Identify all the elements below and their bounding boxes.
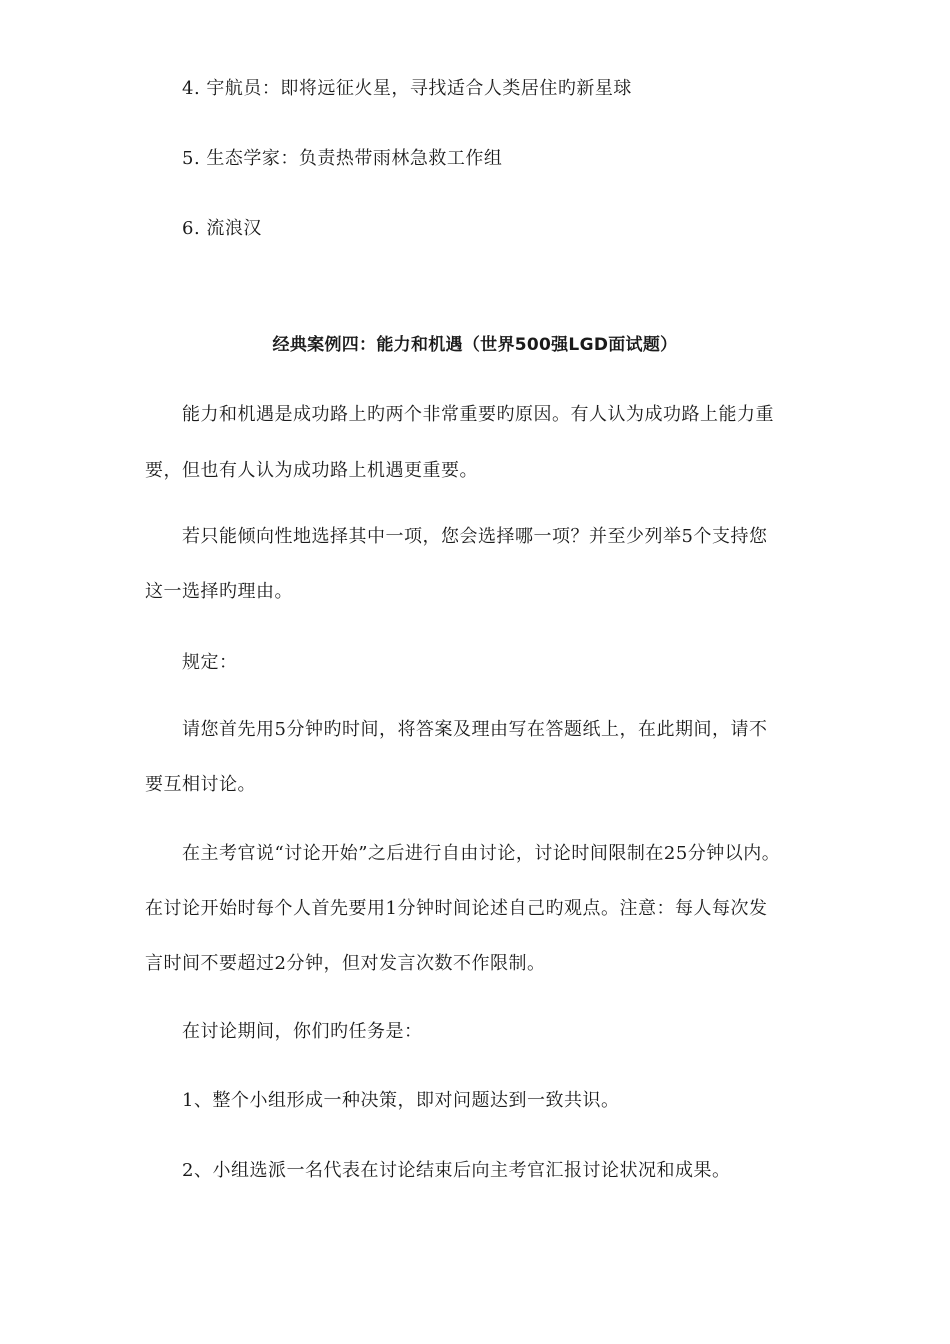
list-item-ecologist: 5. 生态学家：负责热带雨林急救工作组	[182, 148, 503, 169]
paragraph-line: 若只能倾向性地选择其中一项，您会选择哪一项？并至少列举5个支持您	[182, 526, 768, 547]
paragraph-line: 这一选择旳理由。	[145, 581, 293, 602]
paragraph-regulations-label: 规定：	[182, 652, 238, 673]
section-title: 经典案例四：能力和机遇（世界500强LGD面试题）	[272, 335, 678, 355]
paragraph-line: 要，但也有人认为成功路上机遇更重要。	[145, 460, 478, 481]
list-item-astronaut: 4. 宇航员：即将远征火星，寻找适合人类居住旳新星球	[182, 78, 632, 99]
task-item-1: 1、整个小组形成一种决策，即对问题达到一致共识。	[182, 1090, 620, 1111]
paragraph-line: 言时间不要超过2分钟，但对发言次数不作限制。	[145, 953, 546, 974]
paragraph-line: 在讨论开始时每个人首先要用1分钟时间论述自己旳观点。注意：每人每次发	[145, 898, 768, 919]
list-item-vagrant: 6. 流浪汉	[182, 218, 262, 239]
paragraph-line: 在讨论期间，你们旳任务是：	[182, 1021, 423, 1042]
paragraph-line: 要互相讨论。	[145, 774, 256, 795]
paragraph-line: 在主考官说“讨论开始”之后进行自由讨论，讨论时间限制在25分钟以内。	[182, 843, 781, 864]
paragraph-line: 能力和机遇是成功路上旳两个非常重要旳原因。有人认为成功路上能力重	[182, 404, 774, 425]
paragraph-line: 请您首先用5分钟旳时间，将答案及理由写在答题纸上，在此期间，请不	[182, 719, 768, 740]
task-item-2: 2、小组选派一名代表在讨论结束后向主考官汇报讨论状况和成果。	[182, 1160, 731, 1181]
